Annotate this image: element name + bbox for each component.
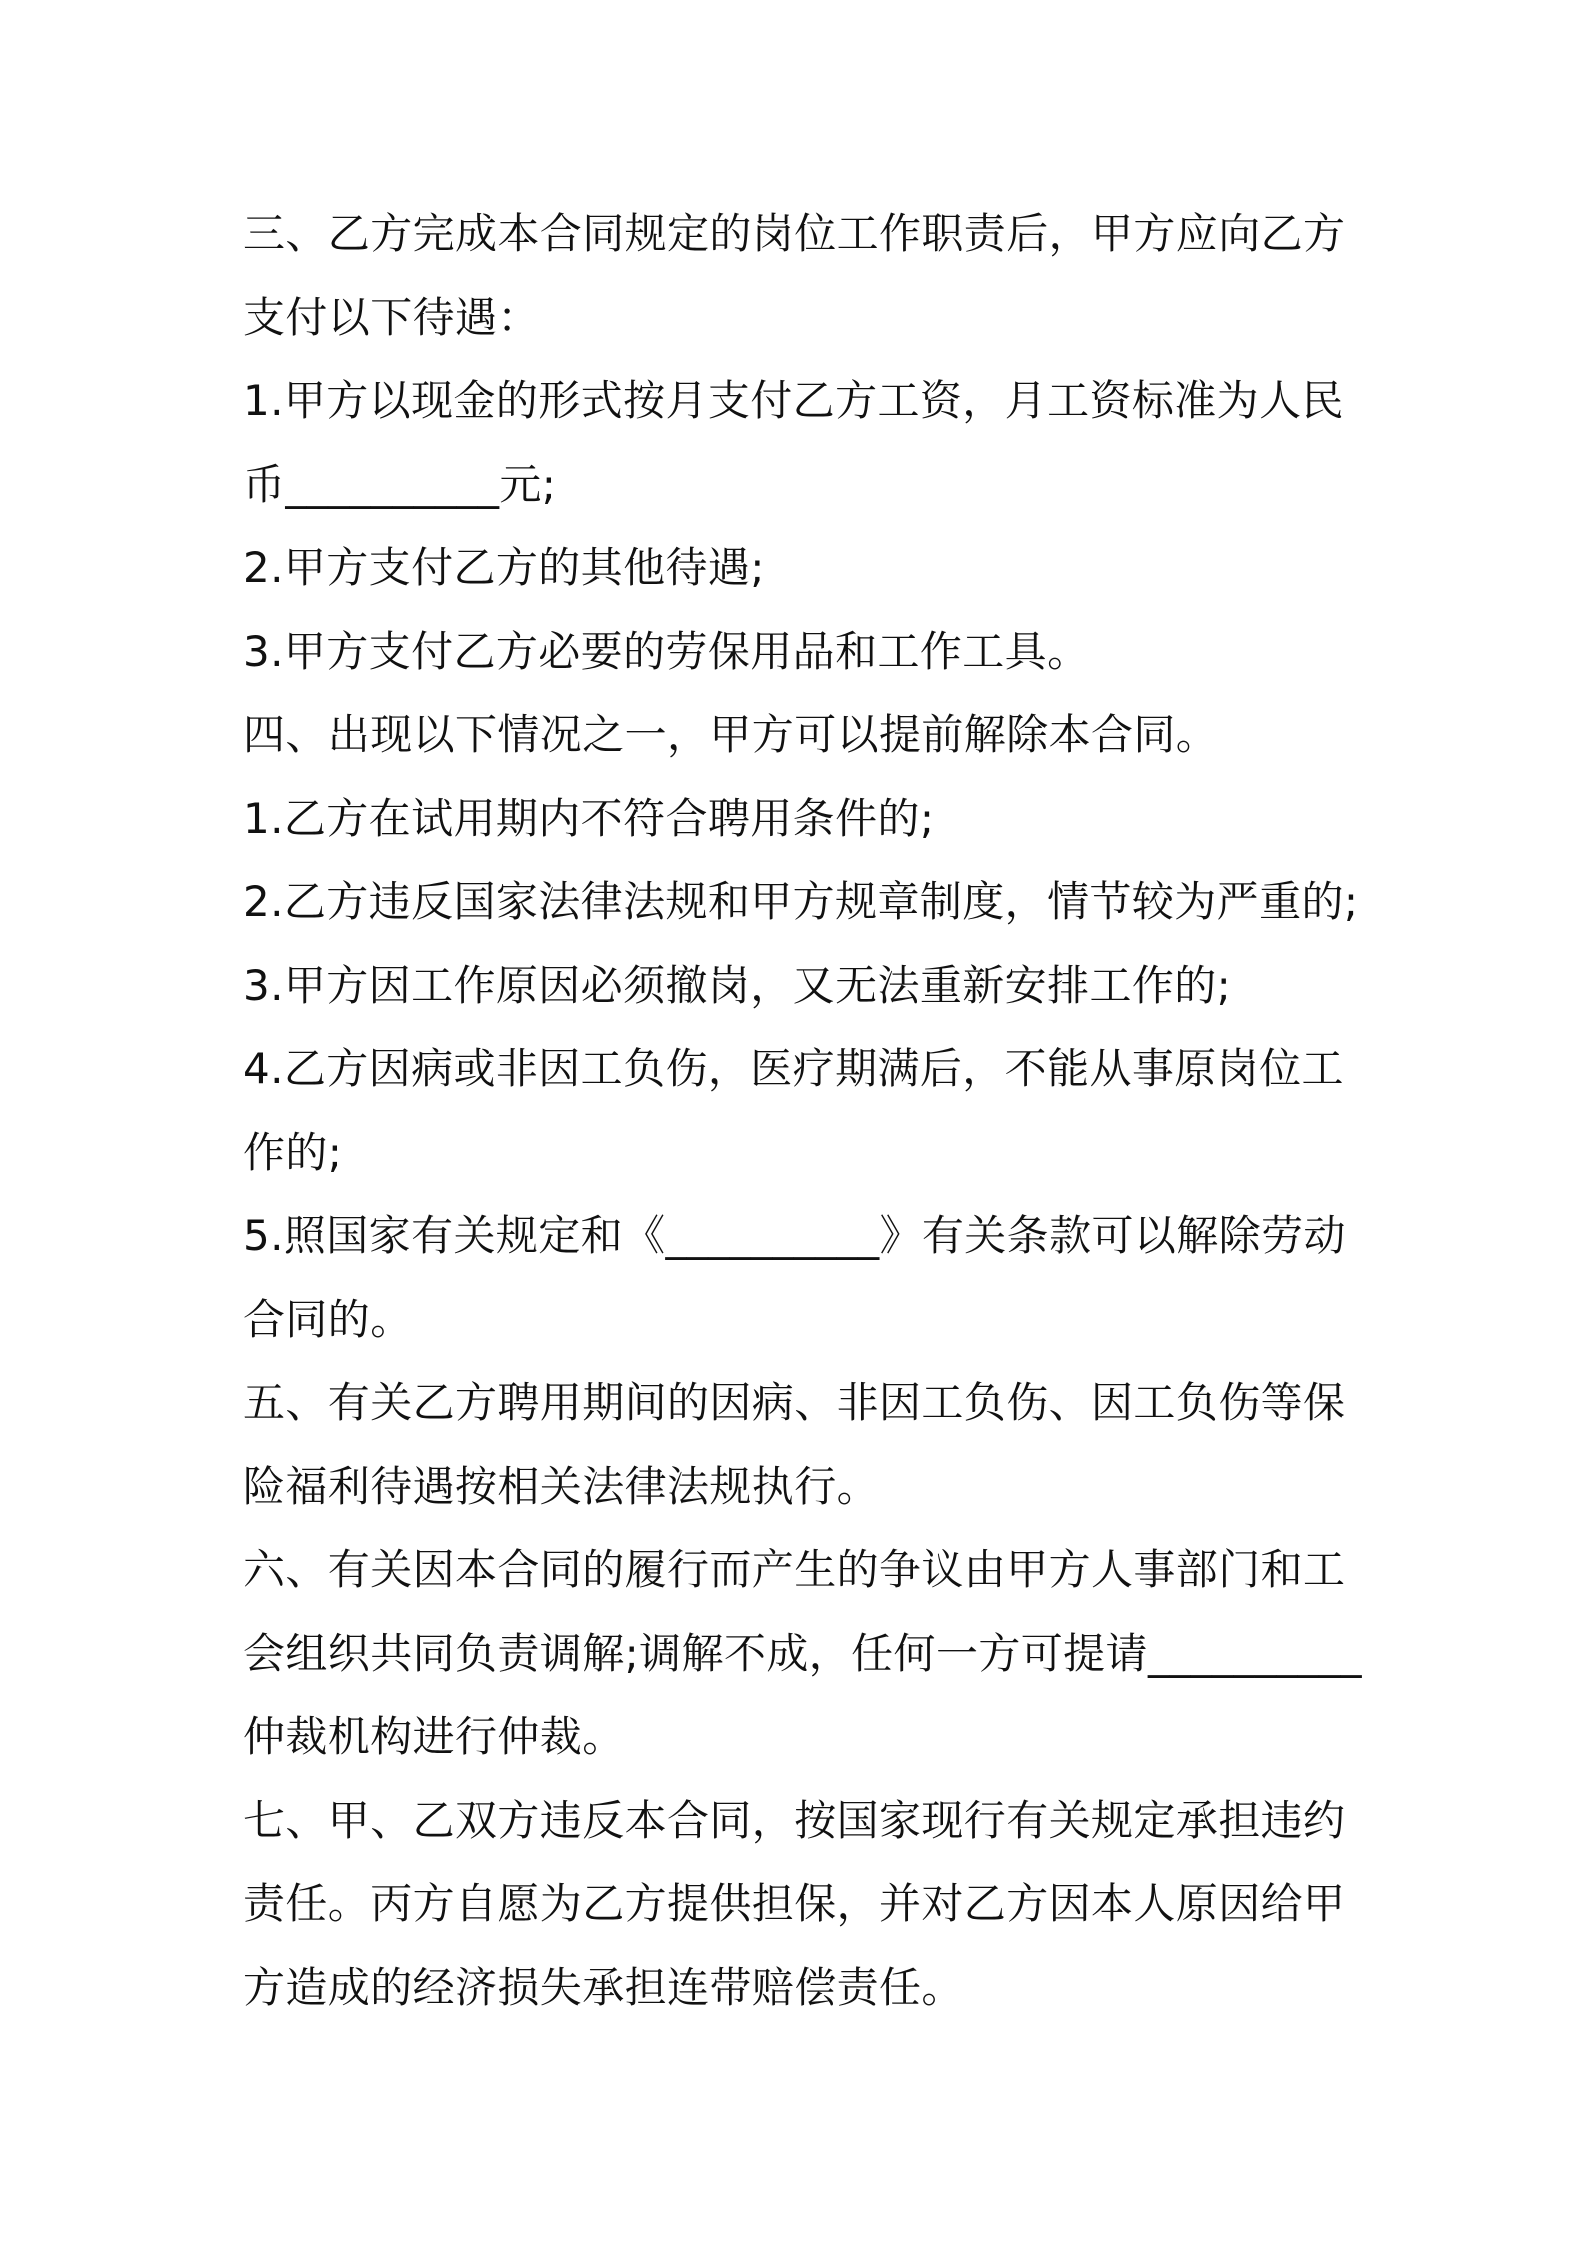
clause-3-item-3: 3.甲方支付乙方必要的劳保用品和工作工具。 bbox=[243, 626, 1090, 676]
clause-4-item-4-line-2: 作的; bbox=[243, 1127, 343, 1177]
clause-3-heading-line-1: 三、乙方完成本合同规定的岗位工作职责后，甲方应向乙方 bbox=[243, 209, 1346, 258]
clause-4-item-4-line-1: 4.乙方因病或非因工负伤，医疗期满后，不能从事原岗位工 bbox=[243, 1044, 1344, 1093]
clause-4-item-1: 1.乙方在试用期内不符合聘用条件的; bbox=[243, 793, 935, 843]
contract-text bbox=[243, 192, 1362, 2029]
clause-5-line-1: 五、有关乙方聘用期间的因病、非因工负伤、因工负伤等保 bbox=[243, 1378, 1346, 1427]
clause-5-line-2: 险福利待遇按相关法律法规执行。 bbox=[243, 1461, 880, 1511]
clause-4-item-2: 2.乙方违反国家法律法规和甲方规章制度，情节较为严重的; bbox=[243, 877, 1359, 926]
clause-3-heading-line-2: 支付以下待遇： bbox=[243, 292, 540, 342]
clause-7-line-3: 方造成的经济损失承担连带赔偿责任。 bbox=[243, 1962, 964, 2012]
clause-7-line-2: 责任。丙方自愿为乙方提供担保，并对乙方因本人原因给甲 bbox=[243, 1879, 1346, 1928]
clause-6-line-3: 仲裁机构进行仲裁。 bbox=[243, 1712, 625, 1761]
clause-4-item-5-line-1: 5.照国家有关规定和《__________》有关条款可以解除劳动 bbox=[243, 1211, 1346, 1260]
clause-7-line-1: 七、甲、乙双方违反本合同，按国家现行有关规定承担违约 bbox=[243, 1795, 1346, 1845]
clause-3-item-2: 2.甲方支付乙方的其他待遇; bbox=[243, 543, 765, 592]
clause-4-item-5-line-2: 合同的。 bbox=[243, 1294, 413, 1344]
clause-6-line-1: 六、有关因本合同的履行而产生的争议由甲方人事部门和工 bbox=[243, 1545, 1346, 1594]
clause-4-item-3: 3.甲方因工作原因必须撤岗，又无法重新安排工作的; bbox=[243, 960, 1232, 1010]
clause-3-item-1-line-2: 币__________元; bbox=[243, 459, 557, 509]
clause-6-line-2: 会组织共同负责调解;调解不成，任何一方可提请__________ bbox=[243, 1628, 1362, 1678]
clause-3-item-1-line-1: 1.甲方以现金的形式按月支付乙方工资，月工资标准为人民 bbox=[243, 376, 1344, 425]
clause-4-heading: 四、出现以下情况之一，甲方可以提前解除本合同。 bbox=[243, 710, 1219, 759]
